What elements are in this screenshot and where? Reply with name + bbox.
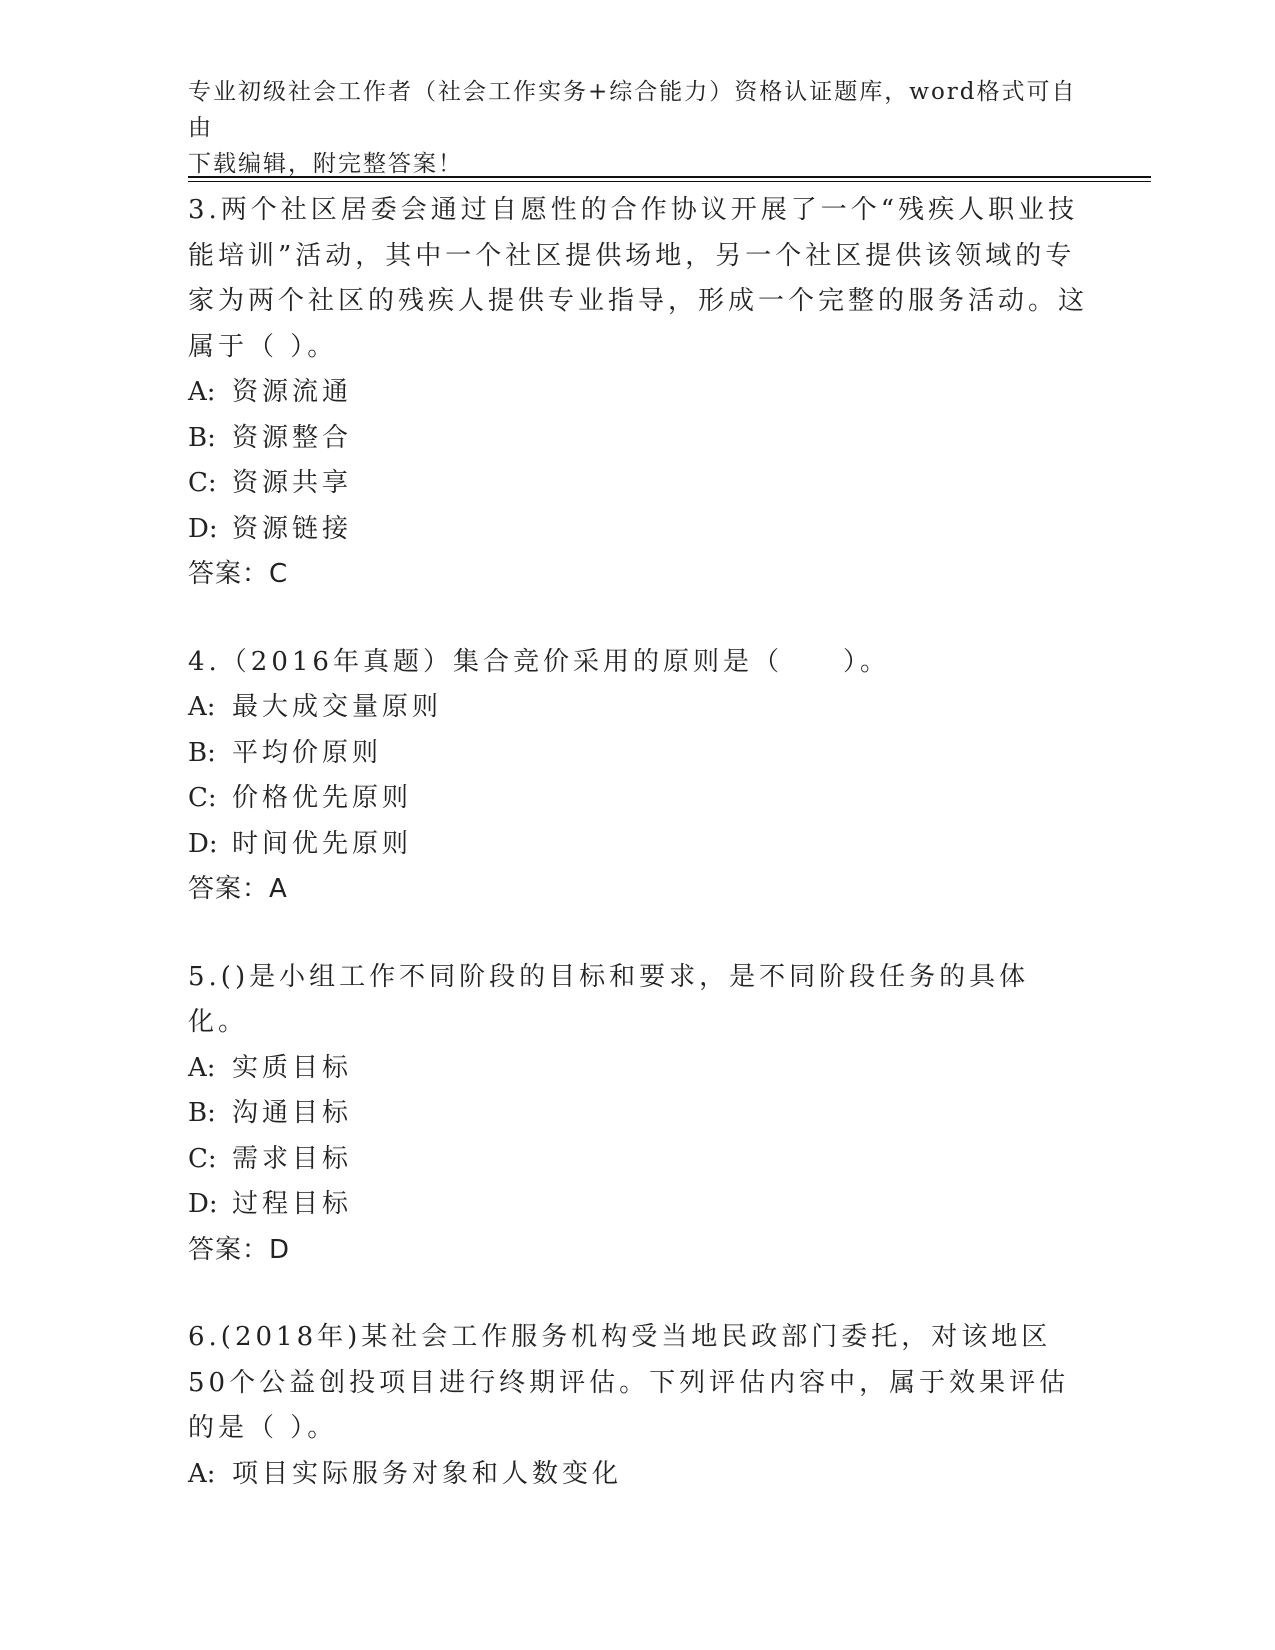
header-line-1: 专业初级社会工作者（社会工作实务+综合能力）资格认证题库，word格式可自由	[188, 79, 1077, 141]
option-text: 过程目标	[232, 1189, 353, 1219]
option-text: 资源共享	[232, 468, 353, 498]
option-d	[188, 822, 1088, 868]
header-line-2: 下载编辑，附完整答案！	[188, 151, 463, 177]
option-key: A:	[188, 1458, 216, 1489]
question-5	[188, 955, 1088, 1274]
option-b	[188, 416, 1088, 462]
option-a	[188, 1046, 1088, 1092]
answer: 答案：D	[188, 1234, 291, 1265]
option-text: 需求目标	[232, 1143, 353, 1174]
question-stem: 6.(2018年)某社会工作服务机构受当地民政部门委托，对该地区50个公益创投项目进行终期评估。下列评估内容中，属于效果评估的是（ ）。	[188, 1322, 1070, 1443]
question-3	[188, 188, 1088, 598]
question-stem: 4.（2016年真题）集合竞价采用的原则是（ ）。	[188, 646, 890, 677]
option-text: 时间优先原则	[232, 828, 413, 859]
option-key: A:	[188, 692, 216, 722]
option-text: 平均价原则	[232, 737, 383, 768]
option-key: D:	[188, 828, 218, 859]
header-divider-thin	[188, 181, 1151, 182]
option-c	[188, 1137, 1088, 1183]
option-c	[188, 776, 1088, 822]
option-d	[188, 507, 1088, 553]
option-c	[188, 461, 1088, 507]
option-text: 项目实际服务对象和人数变化	[232, 1458, 623, 1489]
option-text: 资源整合	[232, 422, 353, 453]
option-text: 沟通目标	[232, 1098, 353, 1128]
option-b	[188, 731, 1088, 777]
option-key: C:	[188, 468, 217, 498]
option-key: D:	[188, 1189, 218, 1219]
option-d	[188, 1182, 1088, 1228]
option-key: B:	[188, 1098, 216, 1128]
option-text: 最大成交量原则	[232, 692, 443, 722]
option-key: C:	[188, 783, 217, 813]
option-key: A:	[188, 1052, 216, 1083]
option-text: 资源流通	[232, 377, 353, 407]
answer: 答案：C	[188, 559, 289, 589]
question-list	[188, 188, 1088, 1539]
option-text: 价格优先原则	[232, 783, 413, 813]
option-text: 实质目标	[232, 1052, 353, 1083]
option-key: D:	[188, 513, 218, 544]
question-6	[188, 1315, 1088, 1497]
option-text: 资源链接	[232, 513, 353, 544]
option-key: A:	[188, 377, 216, 407]
answer: 答案：A	[188, 874, 288, 904]
option-key: B:	[188, 422, 216, 453]
header-divider-thick	[188, 176, 1151, 178]
question-4	[188, 640, 1088, 913]
option-key: B:	[188, 737, 216, 768]
option-a	[188, 370, 1088, 416]
question-stem: 5.()是小组工作不同阶段的目标和要求，是不同阶段任务的具体化。	[188, 961, 1030, 1037]
question-stem: 3.两个社区居委会通过自愿性的合作协议开展了一个“残疾人职业技能培训”活动，其中一个社区提供场地，另一个社区提供该领域的专家为两个社区的残疾人提供专业指导，形成一个完整的服务活动。这属于（ ）。	[188, 195, 1089, 362]
option-b	[188, 1091, 1088, 1137]
option-a	[188, 1452, 1088, 1498]
document-header	[188, 74, 1088, 182]
option-a	[188, 685, 1088, 731]
option-key: C:	[188, 1143, 217, 1174]
